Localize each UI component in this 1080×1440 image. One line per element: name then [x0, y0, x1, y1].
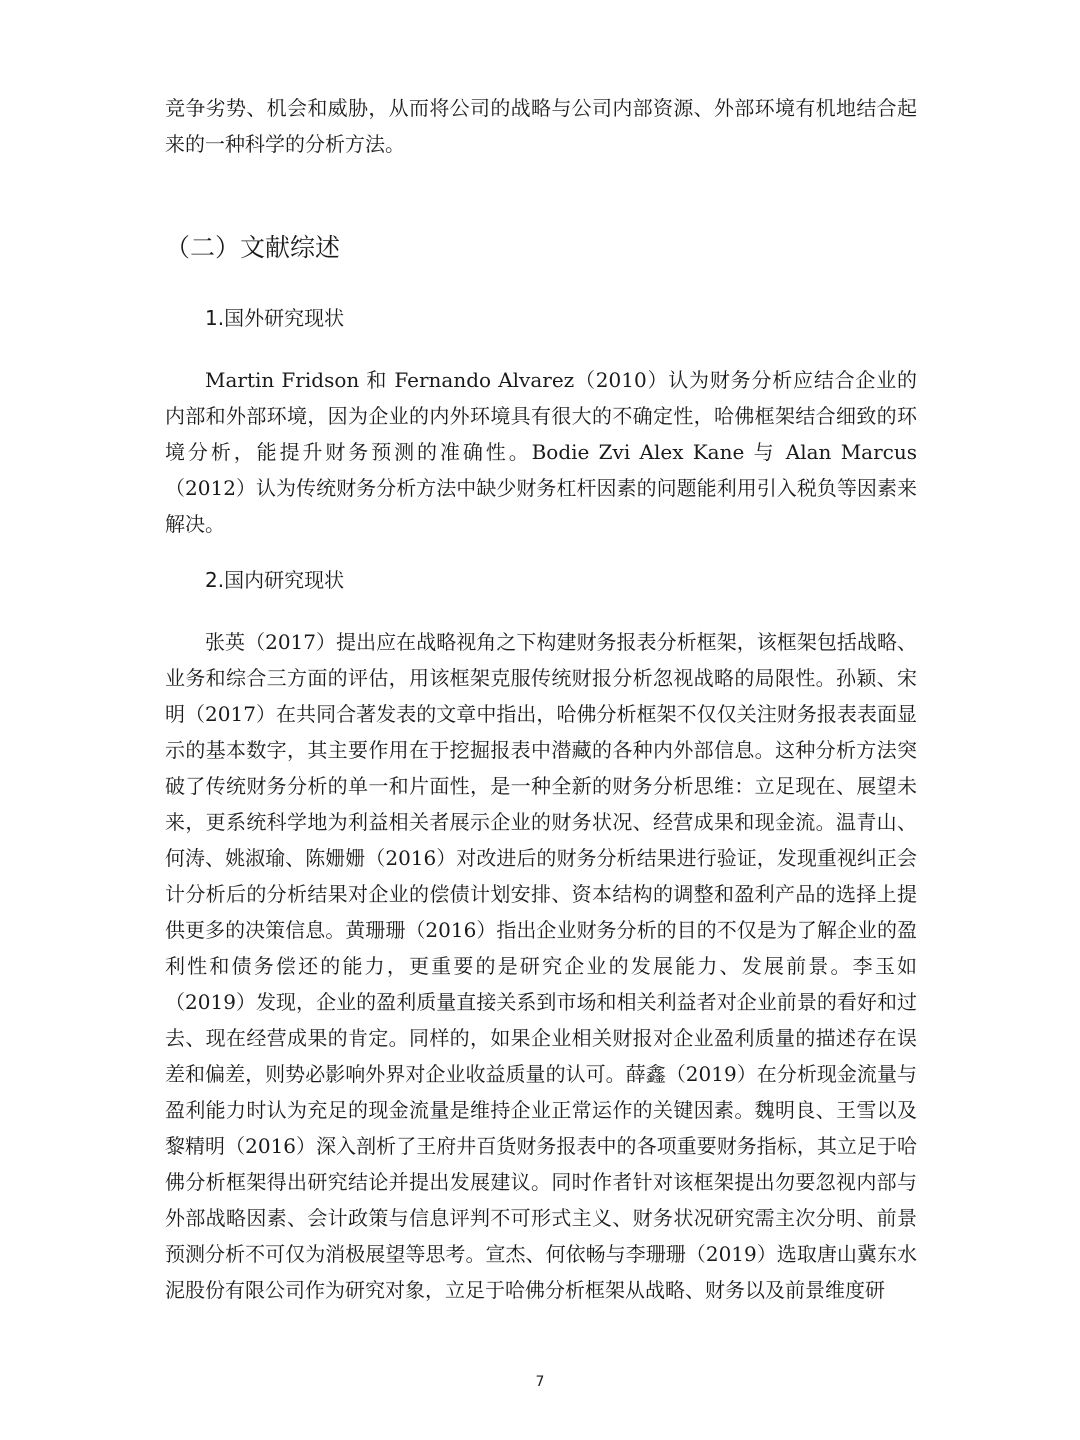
intro-paragraph: 竞争劣势、机会和威胁，从而将公司的战略与公司内部资源、外部环境有机地结合起来的一种科学的分析方法。 — [165, 96, 917, 156]
foreign-research-paragraph: Martin Fridson 和 Fernando Alvarez（2010）认为财务分析应结合企业的内部和外部环境，因为企业的内外环境具有很大的不确定性，哈佛框架结合细致的环境分析，能提升财务预测的准确性。Bodie Zvi Alex Kane 与 Alan Marcus（2012）认为传统财务分析方法中缺少财务杠杆因素的问题能利用引入税负等因素来解决。 — [165, 368, 917, 536]
section-heading-literature-review: （二）文献综述 — [165, 233, 341, 262]
domestic-research-paragraph: 张英（2017）提出应在战略视角之下构建财务报表分析框架，该框架包括战略、业务和综合三方面的评估，用该框架克服传统财报分析忽视战略的局限性。孙颖、宋明（2017）在共同合著发表的文章中指出，哈佛分析框架不仅仅关注财务报表表面显示的基本数字，其主要作用在于挖掘报表中潜藏的各种内外部信息。这种分析方法突破了传统财务分析的单一和片面性，是一种全新的财务分析思维：立足现在、展望未来，更系统科学地为利益相关者展示企业的财务状况、经营成果和现金流。温青山、何涛、姚淑瑜、陈姗姗（2016）对改进后的财务分析结果进行验证，发现重视纠正会计分析后的分析结果对企业的偿债计划安排、资本结构的调整和盈利产品的选择上提供更多的决策信息。黄珊珊（2016）指出企业财务分析的目的不仅是为了解企业的盈利性和债务偿还的能力，更重要的是研究企业的发展能力、发展前景。李玉如（2019）发现，企业的盈利质量直接关系到市场和相关利益者对企业前景的看好和过去、现在经营成果的肯定。同样的，如果企业相关财报对企业盈利质量的描述存在误差和偏差，则势必影响外界对企业收益质量的认可。薛鑫（2019）在分析现金流量与盈利能力时认为充足的现金流量是维持企业正常运作的关键因素。魏明良、王雪以及黎精明（2016）深入剖析了王府井百货财务报表中的各项重要财务指标，其立足于哈佛分析框架得出研究结论并提出发展建议。同时作者针对该框架提出勿要忽视内部与外部战略因素、会计政策与信息评判不可形式主义、财务状况研究需主次分明、前景预测分析不可仅为消极展望等思考。宣杰、何依畅与李珊珊（2019）选取唐山冀东水泥股份有限公司作为研究对象，立足于哈佛分析框架从战略、财务以及前景维度研 — [165, 630, 917, 1302]
subsection-heading-foreign: 1.国外研究现状 — [205, 306, 345, 330]
intro-block — [165, 90, 917, 162]
domestic-research-block — [165, 624, 917, 1308]
subsection-heading-domestic: 2.国内研究现状 — [205, 568, 345, 592]
page-number: 7 — [535, 1374, 545, 1390]
foreign-research-block — [165, 362, 917, 542]
